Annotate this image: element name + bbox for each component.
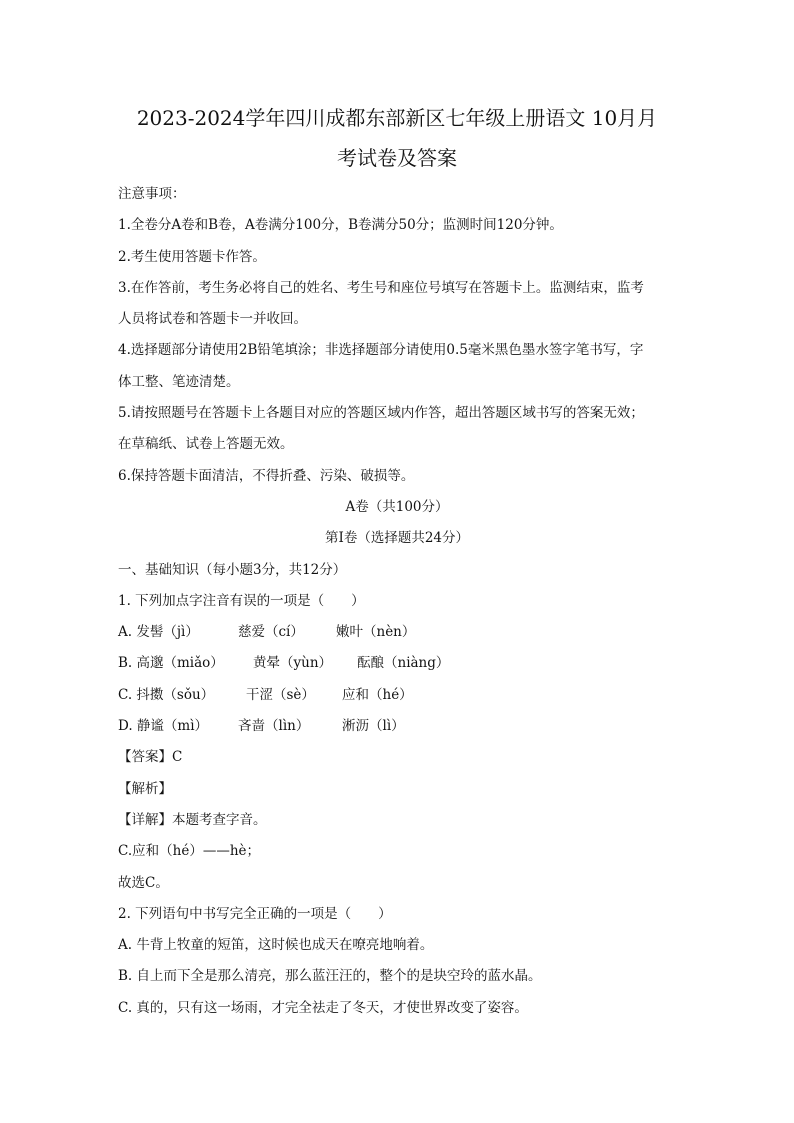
option-item: 嫩叶（nèn） (336, 624, 416, 641)
option-item: D. 静谧（mì） (118, 718, 209, 735)
notice-item: 1.全卷分A卷和B卷，A卷满分100分，B卷满分50分；监测时间120分钟。 (118, 217, 563, 234)
option-item: 干涩（sè） (246, 686, 315, 703)
question-1-detail: 【详解】本题考查字音。 (118, 811, 267, 828)
document-title-line-1: 2023-2024学年四川成都东部新区七年级上册语文 10月月 (136, 106, 658, 130)
option-item: 吝啬（lìn） (238, 718, 310, 735)
document-body (118, 179, 688, 1024)
notice-item: 6.保持答题卡面清洁，不得折叠、污染、破损等。 (118, 467, 415, 484)
notice-item: 4.选择题部分请使用2B铅笔填涂；非选择题部分请使用0.5毫米黑色墨水签字笔书写，字 (118, 342, 644, 359)
question-2-option-c: C. 真的，只有这一场雨，才完全祛走了冬天，才使世界改变了姿容。 (118, 999, 528, 1016)
question-1-option-a (118, 617, 688, 648)
notice-item: 3.在作答前，考生务必将自己的姓名、考生号和座位号填写在答题卡上。监测结束，监考 (118, 279, 644, 296)
notice-item: 5.请按照题号在答题卡上各题目对应的答题区域内作答，超出答题区域书写的答案无效； (118, 405, 644, 422)
question-2-option-b: B. 自上而下全是那么清亮，那么蓝汪汪的，整个的是块空玲的蓝水晶。 (118, 968, 542, 985)
option-item: 黄晕（yùn） (253, 655, 333, 672)
option-item: 慈爱（cí） (238, 624, 304, 641)
question-1-option-b (118, 648, 688, 679)
notice-item: 体工整、笔迹清楚。 (118, 373, 240, 390)
notice-heading: 注意事项： (118, 186, 186, 202)
notice-item: 2.考生使用答题卡作答。 (118, 248, 266, 265)
option-item: 淅沥（lì） (342, 718, 405, 735)
option-item: 应和（hé） (342, 686, 413, 703)
question-2-option-a: A. 牛背上牧童的短笛，这时候也成天在嘹亮地响着。 (118, 937, 434, 954)
question-1-option-d (118, 711, 688, 742)
section-a-heading: A卷（共100分） (345, 498, 449, 515)
option-item: 酝酿（niàng） (357, 655, 450, 672)
section-1-heading: 第Ⅰ卷（选择题共24分） (324, 530, 469, 547)
question-1-conclusion: 故选C。 (118, 874, 169, 891)
question-2-stem: 2. 下列语句中书写完全正确的一项是（ ） (118, 905, 392, 922)
option-item: A. 发髻（jì） (118, 624, 199, 641)
question-1-stem: 1. 下列加点字注音有误的一项是（ ） (118, 592, 365, 609)
question-1-analysis: 【解析】 (118, 780, 172, 797)
option-item: C. 抖擞（sǒu） (118, 686, 215, 703)
question-1-explain: C.应和（hé）——hè； (118, 843, 261, 860)
part-1-heading: 一、基础知识（每小题3分，共12分） (118, 561, 347, 578)
option-item: B. 高邈（miǎo） (118, 655, 224, 672)
document-title-line-2: 考试卷及答案 (337, 146, 457, 170)
question-1-option-c (118, 680, 688, 711)
question-1-answer: 【答案】C (118, 749, 183, 766)
notice-item: 在草稿纸、试卷上答题无效。 (118, 436, 294, 453)
notice-item: 人员将试卷和答题卡一并收回。 (118, 311, 307, 328)
